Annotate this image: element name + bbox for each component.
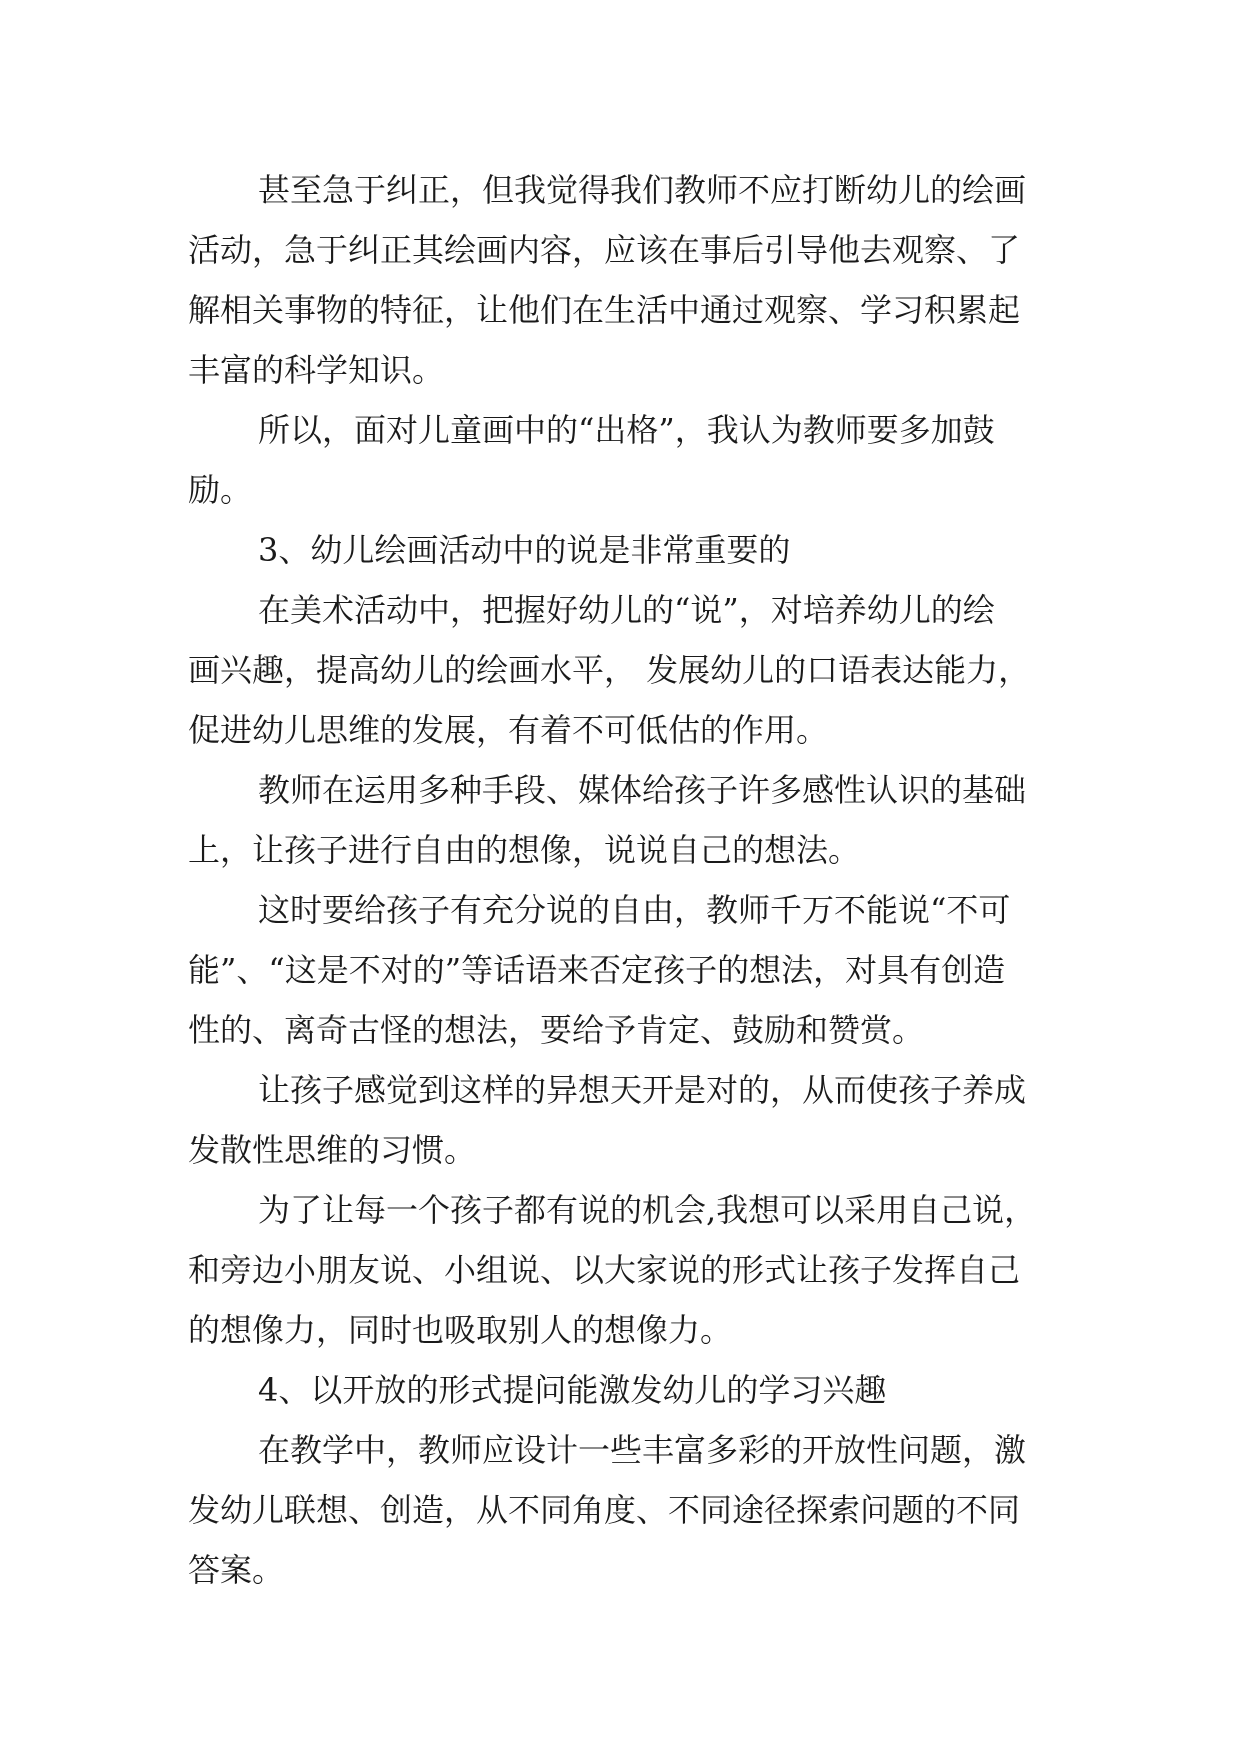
- text-line: 能”、“这是不对的”等话语来否定孩子的想法，对具有创造: [188, 951, 1006, 989]
- text-line: 所以，面对儿童画中的“出格”，我认为教师要多加鼓: [258, 411, 995, 449]
- section-heading: 3、幼儿绘画活动中的说是非常重要的: [258, 531, 791, 569]
- text-line: 解相关事物的特征，让他们在生活中通过观察、学习积累起: [188, 291, 1021, 329]
- document-body: [188, 160, 1068, 1600]
- section-heading: 4、以开放的形式提问能激发幼儿的学习兴趣: [258, 1371, 887, 1409]
- text-line: 为了让每一个孩子都有说的机会,我想可以采用自己说，: [258, 1191, 1037, 1229]
- text-line: 丰富的科学知识。: [188, 351, 445, 389]
- text-line: 和旁边小朋友说、小组说、以大家说的形式让孩子发挥自己: [188, 1251, 1021, 1289]
- text-line: 的想像力，同时也吸取别人的想像力。: [188, 1311, 733, 1349]
- text-line: 画兴趣，提高幼儿的绘画水平， 发展幼儿的口语表达能力，: [188, 651, 1031, 689]
- text-line: 在美术活动中，把握好幼儿的“说”，对培养幼儿的绘: [258, 591, 995, 629]
- text-line: 在教学中，教师应设计一些丰富多彩的开放性问题，激: [258, 1431, 1027, 1469]
- text-line: 促进幼儿思维的发展，有着不可低估的作用。: [188, 711, 829, 749]
- text-line: 活动，急于纠正其绘画内容，应该在事后引导他去观察、了: [188, 231, 1021, 269]
- text-line: 励。: [188, 471, 253, 509]
- text-line: 上，让孩子进行自由的想像，说说自己的想法。: [188, 831, 861, 869]
- text-line: 这时要给孩子有充分说的自由，教师千万不能说“不可: [258, 891, 1011, 929]
- text-line: 让孩子感觉到这样的异想天开是对的，从而使孩子养成: [258, 1071, 1027, 1109]
- text-line: 甚至急于纠正，但我觉得我们教师不应打断幼儿的绘画: [258, 171, 1027, 209]
- text-line: 教师在运用多种手段、媒体给孩子许多感性认识的基础: [258, 771, 1027, 809]
- text-line: 答案。: [188, 1551, 285, 1589]
- text-line: 发散性思维的习惯。: [188, 1131, 477, 1169]
- text-line: 性的、离奇古怪的想法，要给予肯定、鼓励和赞赏。: [188, 1011, 925, 1049]
- text-line: 发幼儿联想、创造，从不同角度、不同途径探索问题的不同: [188, 1491, 1021, 1529]
